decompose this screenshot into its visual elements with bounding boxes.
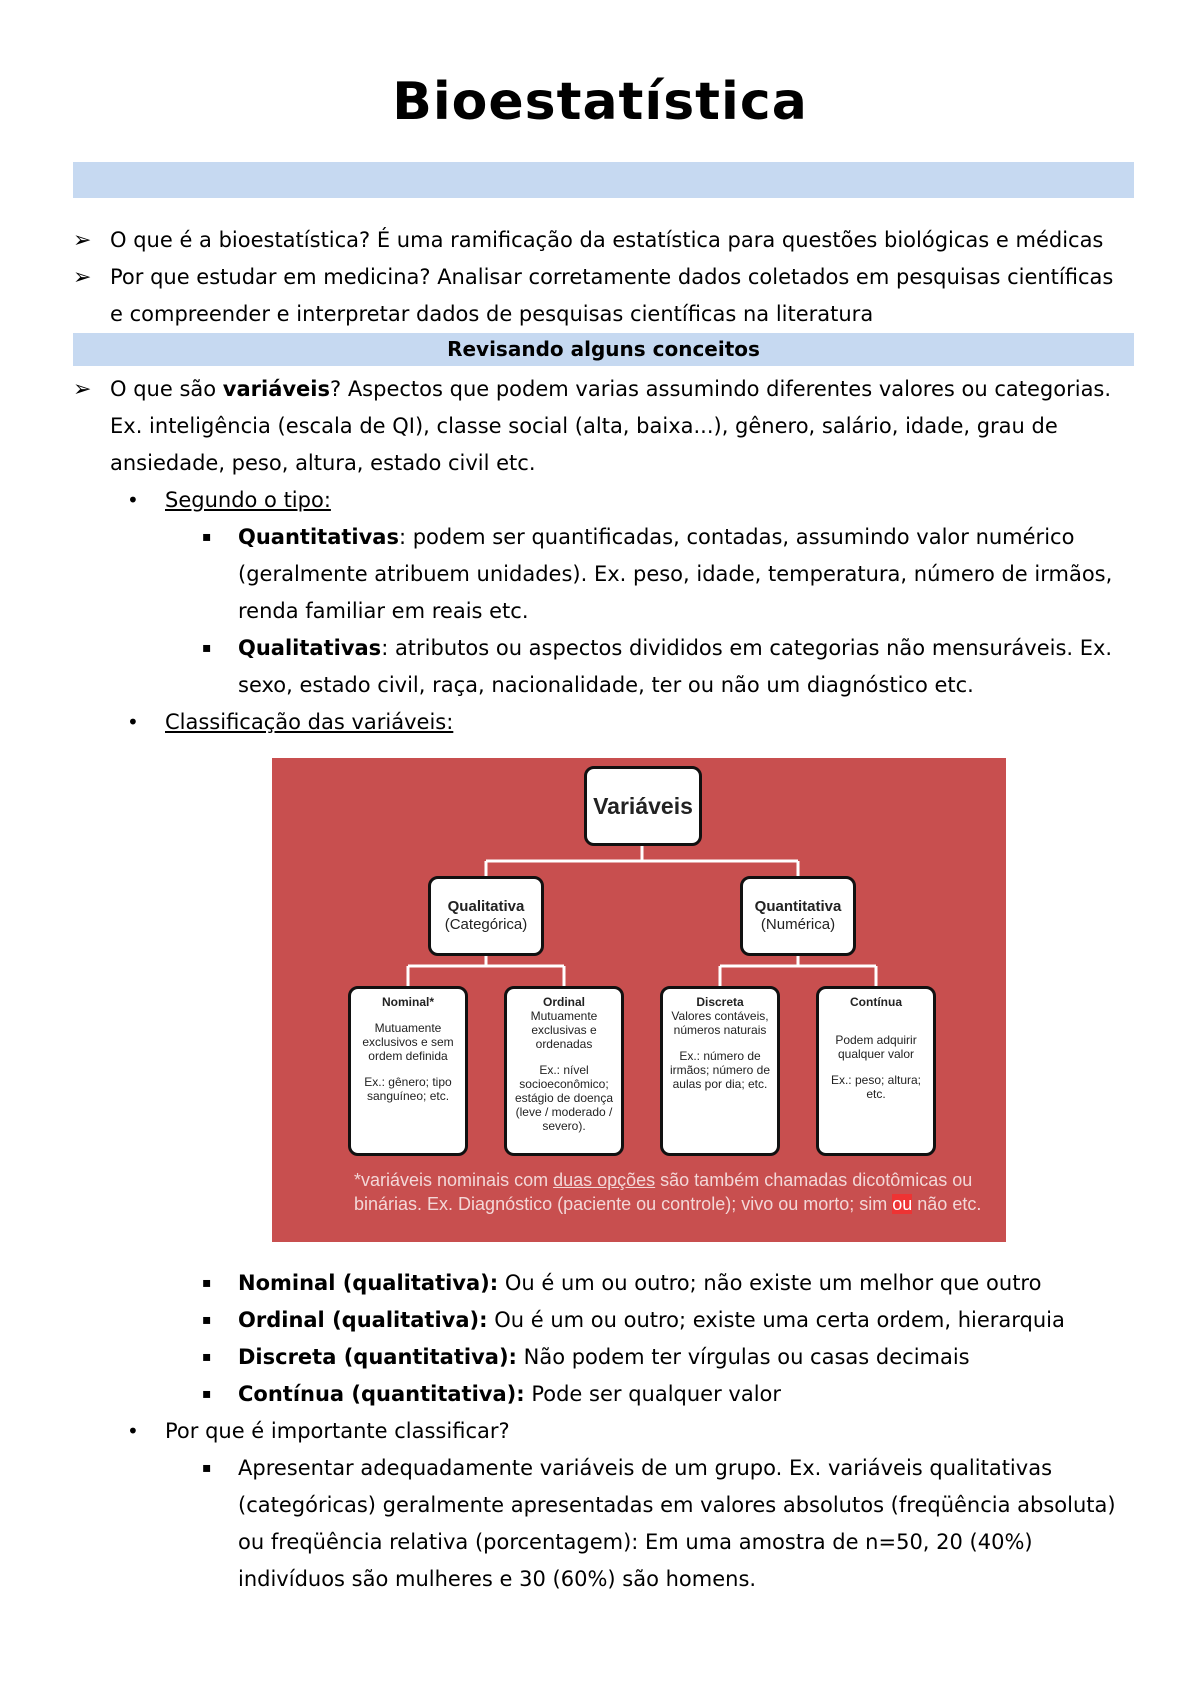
square-bullet-icon: ▪ bbox=[202, 1386, 212, 1402]
variables-classification-diagram bbox=[272, 758, 1006, 1242]
root-node-variaveis: Variáveis bbox=[584, 766, 702, 846]
bold-term: Qualitativas bbox=[238, 636, 382, 660]
node-ordinal bbox=[504, 986, 624, 1156]
qual-line2: sexo, estado civil, raça, nacionalidade, ter ou não um diagnóstico etc. bbox=[238, 673, 974, 697]
underlined-text: Classificação das variáveis: bbox=[165, 710, 454, 734]
node-example: Ex.: nível socioeconômico; estágio de doença (leve / moderado / severo). bbox=[514, 1063, 614, 1133]
square-bullet-icon: ▪ bbox=[202, 1275, 212, 1291]
node-title: Quantitativa bbox=[754, 898, 842, 915]
qual-line1 bbox=[238, 630, 1112, 667]
node-nominal bbox=[348, 986, 468, 1156]
square-bullet-icon: ▪ bbox=[202, 1460, 212, 1476]
intro-q2-line2: e compreender e interpretar dados de pesquisas científicas na literatura bbox=[110, 302, 874, 326]
arrow-bullet-icon: ➢ bbox=[73, 265, 92, 290]
quant-line3: renda familiar em reais etc. bbox=[238, 599, 529, 623]
node-title: Contínua bbox=[850, 995, 902, 1009]
node-description: Valores contáveis, números naturais bbox=[671, 1009, 769, 1037]
spacer bbox=[823, 1021, 929, 1033]
text-span: Não podem ter vírgulas ou casas decimais bbox=[516, 1345, 970, 1369]
section-header: Revisando alguns conceitos bbox=[73, 333, 1134, 366]
node-description: Mutuamente exclusivos e sem ordem definida bbox=[362, 1021, 454, 1063]
segundo-tipo-heading bbox=[165, 482, 331, 519]
intro-q2-line1: Por que estudar em medicina? Analisar corretamente dados coletados em pesquisas científicas bbox=[110, 265, 1114, 289]
text-span: ? Aspectos que podem varias assumindo diferentes valores ou categorias. bbox=[330, 377, 1112, 401]
spacer bbox=[823, 1061, 929, 1073]
node-description: Mutuamente exclusivas e ordenadas bbox=[530, 1009, 598, 1051]
node-example: Ex.: número de irmãos; número de aulas por dia; etc. bbox=[669, 1049, 771, 1091]
text-span: : podem ser quantificadas, contadas, assumindo valor numérico bbox=[398, 525, 1075, 549]
node-example: Ex.: gênero; tipo sanguíneo; etc. bbox=[364, 1075, 452, 1103]
node-continua bbox=[816, 986, 936, 1156]
text-span: O que são bbox=[110, 377, 223, 401]
header-band bbox=[73, 162, 1134, 198]
square-bullet-icon: ▪ bbox=[202, 529, 212, 545]
node-title: Qualitativa bbox=[447, 898, 525, 915]
text-span: Ou é um ou outro; existe uma certa ordem, hierarquia bbox=[487, 1308, 1065, 1332]
node-example: Ex.: peso; altura; etc. bbox=[830, 1073, 922, 1101]
underlined-text: Segundo o tipo: bbox=[165, 488, 331, 512]
node-qualitativa bbox=[428, 876, 544, 956]
node-title: Ordinal bbox=[542, 995, 585, 1009]
square-bullet-icon: ▪ bbox=[202, 1312, 212, 1328]
type-nominal bbox=[238, 1265, 1041, 1302]
text-span: Ou é um ou outro; não existe um melhor que outro bbox=[498, 1271, 1042, 1295]
spacer bbox=[355, 1009, 461, 1021]
bold-term: Quantitativas bbox=[238, 525, 399, 549]
text-span: *variáveis nominais com bbox=[354, 1170, 554, 1190]
variables-line3: ansiedade, peso, altura, estado civil etc. bbox=[110, 451, 536, 475]
square-bullet-icon: ▪ bbox=[202, 640, 212, 656]
arrow-bullet-icon: ➢ bbox=[73, 377, 92, 402]
node-discreta bbox=[660, 986, 780, 1156]
page-title: Bioestatística bbox=[392, 72, 808, 132]
apresentar-line1: Apresentar adequadamente variáveis de um grupo. Ex. variáveis qualitativas bbox=[238, 1456, 1053, 1480]
variables-line2: Ex. inteligência (escala de QI), classe social (alta, baixa...), gênero, salário, idade, grau de bbox=[110, 414, 1058, 438]
quant-line1 bbox=[238, 519, 1074, 556]
dot-bullet-icon: • bbox=[127, 710, 139, 734]
highlighted-text: ou bbox=[892, 1194, 913, 1214]
spacer bbox=[823, 1009, 929, 1021]
node-subtitle: (Numérica) bbox=[760, 916, 836, 933]
square-bullet-icon: ▪ bbox=[202, 1349, 212, 1365]
quant-line2: (geralmente atribuem unidades). Ex. peso, idade, temperatura, número de irmãos, bbox=[238, 562, 1113, 586]
apresentar-line3: ou freqüência relativa (porcentagem): Em uma amostra de n=50, 20 (40%) bbox=[238, 1530, 1033, 1554]
node-quantitativa bbox=[740, 876, 856, 956]
node-description: Podem adquirir qualquer valor bbox=[835, 1033, 917, 1061]
spacer bbox=[667, 1037, 773, 1049]
intro-q1: O que é a bioestatística? É uma ramificação da estatística para questões biológicas e médicas bbox=[110, 228, 1104, 252]
node-title: Discreta bbox=[696, 995, 744, 1009]
importante-heading: Por que é importante classificar? bbox=[165, 1419, 510, 1443]
bold-term: Discreta (quantitativa): bbox=[238, 1345, 517, 1369]
bold-term: Contínua (quantitativa): bbox=[238, 1382, 525, 1406]
type-continua bbox=[238, 1376, 781, 1413]
arrow-bullet-icon: ➢ bbox=[73, 228, 92, 253]
spacer bbox=[355, 1063, 461, 1075]
text-span: Pode ser qualquer valor bbox=[524, 1382, 782, 1406]
type-ordinal bbox=[238, 1302, 1065, 1339]
bold-term: Ordinal (qualitativa): bbox=[238, 1308, 488, 1332]
node-subtitle: (Categórica) bbox=[444, 916, 528, 933]
apresentar-line4: indivíduos são mulheres e 30 (60%) são homens. bbox=[238, 1567, 757, 1591]
text-span: não etc. bbox=[912, 1194, 982, 1214]
apresentar-line2: (categóricas) geralmente apresentadas em valores absolutos (freqüência absoluta) bbox=[238, 1493, 1116, 1517]
dot-bullet-icon: • bbox=[127, 1419, 139, 1443]
type-discreta bbox=[238, 1339, 970, 1376]
classificacao-heading bbox=[165, 704, 453, 741]
text-span: : atributos ou aspectos divididos em categorias não mensuráveis. Ex. bbox=[381, 636, 1113, 660]
node-title: Nominal* bbox=[381, 995, 434, 1009]
underlined-text: duas opções bbox=[553, 1170, 656, 1190]
spacer bbox=[511, 1051, 617, 1063]
dot-bullet-icon: • bbox=[127, 488, 139, 512]
bold-term: variáveis bbox=[222, 377, 330, 401]
bold-term: Nominal (qualitativa): bbox=[238, 1271, 499, 1295]
variables-line1 bbox=[110, 371, 1111, 408]
diagram-footnote bbox=[354, 1168, 994, 1216]
text-span: são também chamadas dicotômicas ou binárias. Ex. Diagnóstico (paciente ou controle); vivo ou morto; sim bbox=[354, 1170, 973, 1214]
